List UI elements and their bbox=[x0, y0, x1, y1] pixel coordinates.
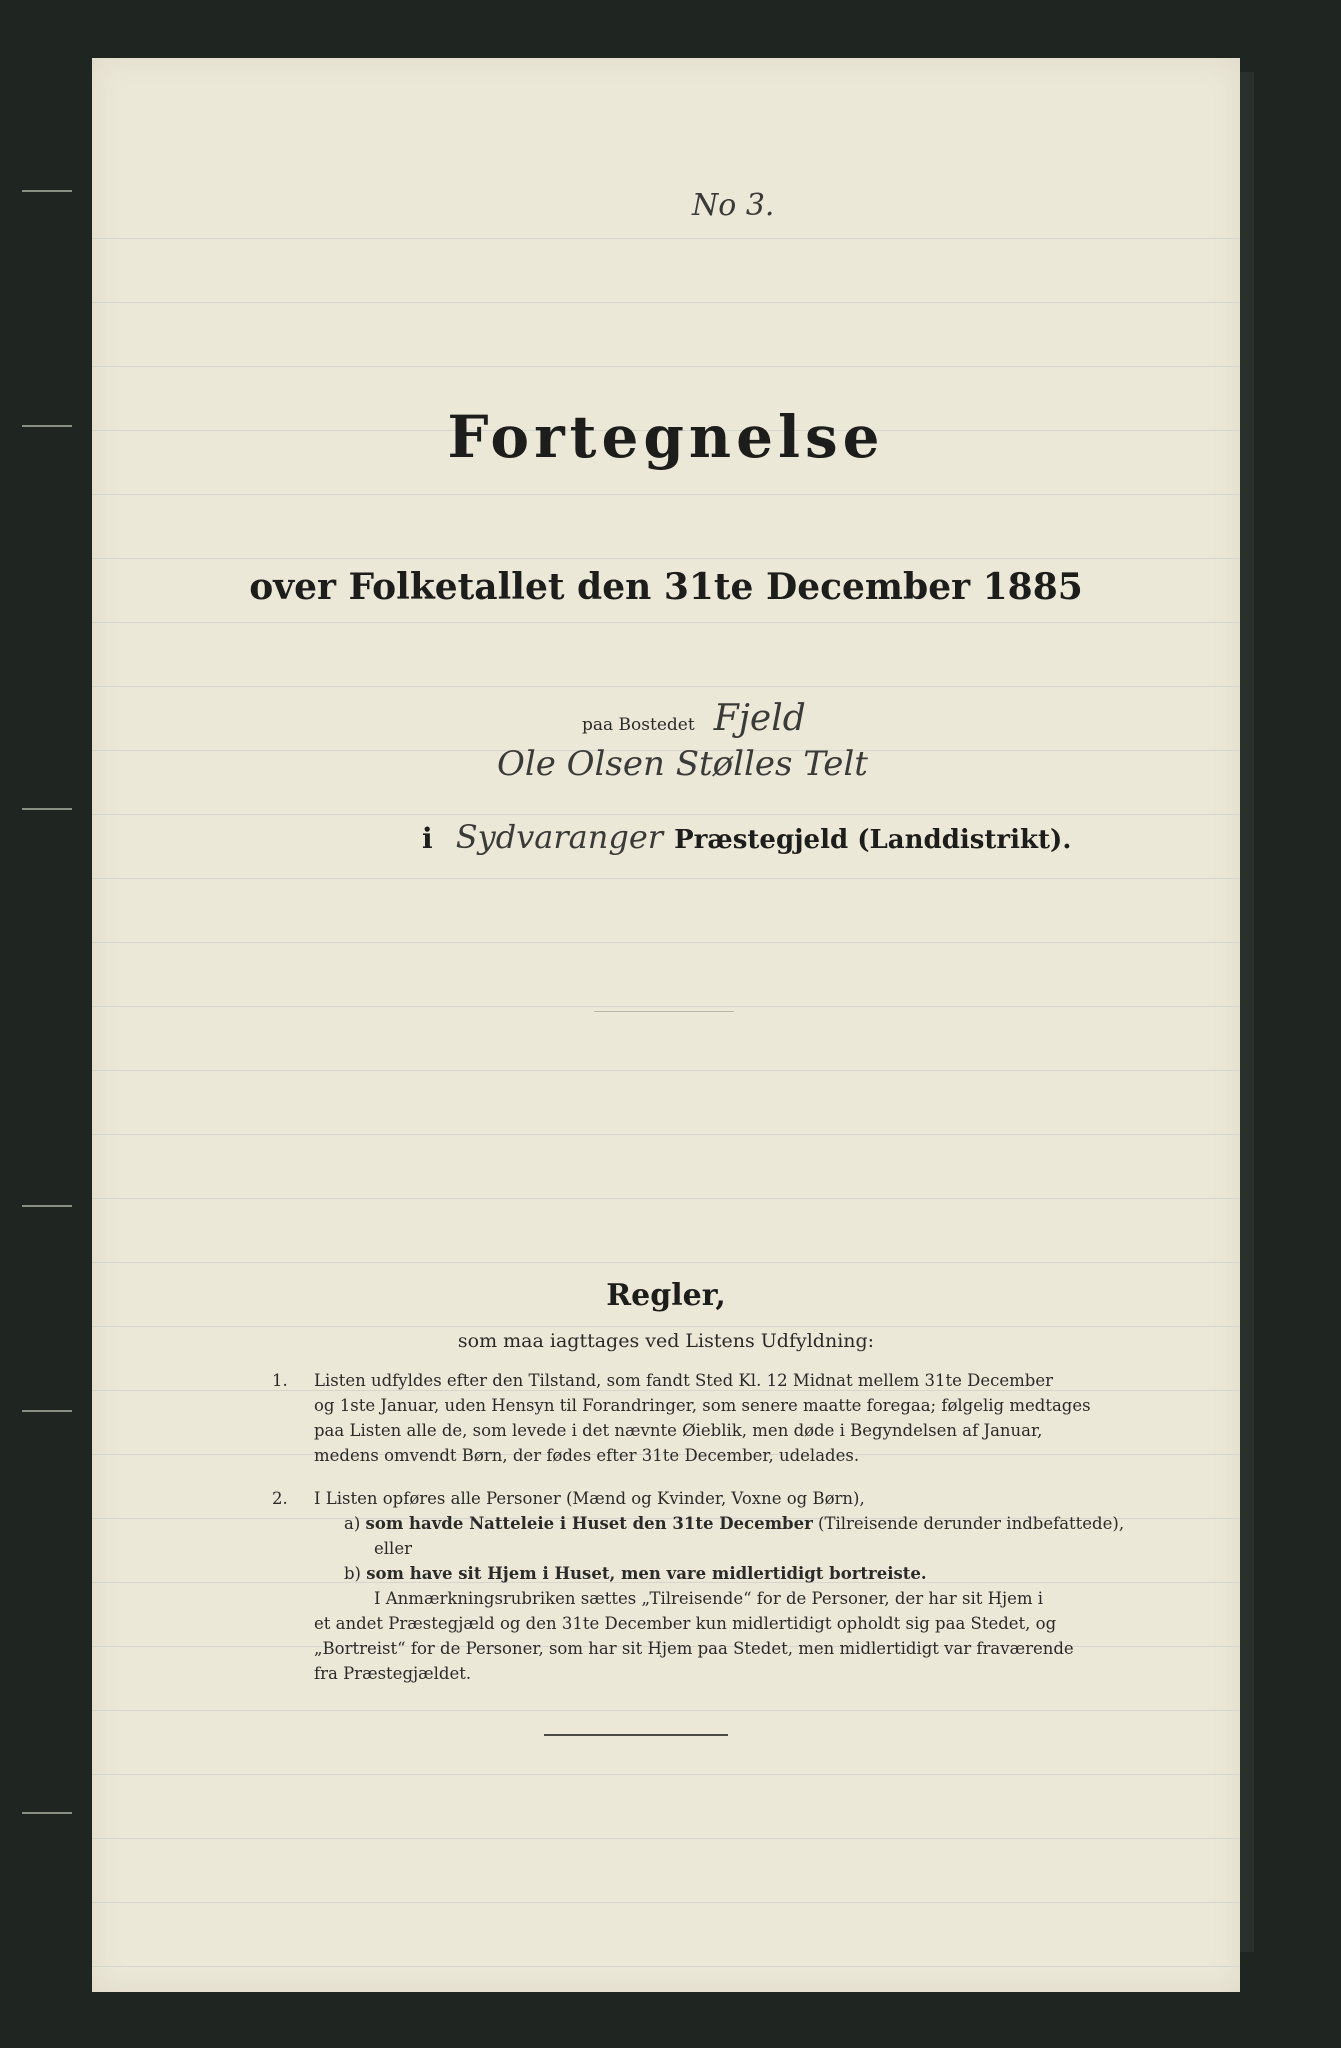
residence-label: paa Bostedet bbox=[582, 715, 695, 735]
rule-line: I Listen opføres alle Personer (Mænd og Kvinder, Voxne og Børn), bbox=[314, 1489, 865, 1508]
subitem-label: a) bbox=[344, 1514, 361, 1533]
rule-number: 2. bbox=[272, 1489, 288, 1508]
bleed-through-line bbox=[92, 878, 1240, 879]
rule-note-line: et andet Præstegjæld og den 31te December kun midlertidigt opholdt sig paa Stedet, og bbox=[314, 1614, 1057, 1633]
residence-value: Fjeld bbox=[713, 698, 806, 739]
parish-prefix: i bbox=[422, 822, 433, 855]
rules-body bbox=[272, 1368, 1152, 1704]
subitem-bold: som havde Natteleie i Huset den 31te December bbox=[365, 1514, 813, 1533]
form-subtitle: over Folketallet den 31te December 1885 bbox=[249, 566, 1083, 608]
bleed-through-line bbox=[92, 1326, 1240, 1327]
bleed-through-line bbox=[92, 622, 1240, 623]
bleed-through-line bbox=[92, 686, 1240, 687]
bleed-through-line bbox=[92, 1710, 1240, 1711]
scan-tick bbox=[22, 190, 72, 192]
rule-text bbox=[314, 1368, 1152, 1468]
rule-number: 1. bbox=[272, 1371, 288, 1390]
rule-item-1 bbox=[272, 1368, 1152, 1468]
subitem-label: b) bbox=[344, 1564, 361, 1583]
bleed-through-line bbox=[92, 1966, 1240, 1967]
bleed-through-line bbox=[92, 366, 1240, 367]
bleed-through-line bbox=[92, 1838, 1240, 1839]
scan-tick bbox=[22, 1205, 72, 1207]
rule-note-line: fra Præstegjældet. bbox=[314, 1664, 472, 1683]
rules-title: Regler, bbox=[606, 1278, 726, 1313]
bleed-through-line bbox=[92, 814, 1240, 815]
bleed-through-line bbox=[92, 1262, 1240, 1263]
scan-tick bbox=[22, 808, 72, 810]
rule-text bbox=[314, 1486, 1152, 1686]
form-title: Fortegnelse bbox=[447, 403, 885, 471]
bleed-through-line bbox=[92, 1902, 1240, 1903]
scan-tick bbox=[22, 1812, 72, 1814]
parish-name: Sydvaranger bbox=[455, 818, 664, 856]
parish-row bbox=[422, 818, 1071, 856]
bleed-through-line bbox=[92, 238, 1240, 239]
rule-note-line: I Anmærkningsrubriken sættes „Tilreisende“ for de Personer, der har sit Hjem i bbox=[374, 1589, 1044, 1608]
bleed-through-line bbox=[92, 494, 1240, 495]
rule-note-line: „Bortreist“ for de Personer, som har sit Hjem paa Stedet, men midlertidigt var fraværende bbox=[314, 1639, 1074, 1658]
subitem-rest: (Tilreisende derunder indbefattede), bbox=[818, 1514, 1125, 1533]
residence-row bbox=[582, 698, 806, 739]
bottom-divider bbox=[544, 1734, 728, 1736]
subitem-bold: som have sit Hjem i Huset, men vare midlertidigt bortreiste. bbox=[366, 1564, 927, 1583]
document-number: No 3. bbox=[692, 188, 775, 223]
parish-suffix: Præstegjeld (Landdistrikt). bbox=[674, 825, 1072, 855]
bleed-through-line bbox=[92, 302, 1240, 303]
bleed-through-line bbox=[92, 1198, 1240, 1199]
rule-line: medens omvendt Børn, der fødes efter 31te December, udelades. bbox=[314, 1446, 860, 1465]
bleed-through-line bbox=[92, 558, 1240, 559]
rule-subitem-b bbox=[314, 1561, 1152, 1586]
bleed-through-line bbox=[92, 1006, 1240, 1007]
paper-edge-shadow bbox=[1240, 72, 1254, 1952]
rule-line: Listen udfyldes efter den Tilstand, som fandt Sted Kl. 12 Midnat mellem 31te December bbox=[314, 1371, 1054, 1390]
bleed-through-line bbox=[92, 1070, 1240, 1071]
rule-subitem-a bbox=[314, 1511, 1152, 1536]
bleed-through-line bbox=[92, 1134, 1240, 1135]
rule-item-2 bbox=[272, 1486, 1152, 1686]
scan-tick bbox=[22, 425, 72, 427]
residence-value-line2: Ole Olsen Stølles Telt bbox=[497, 744, 868, 784]
bleed-through-line bbox=[92, 1774, 1240, 1775]
scan-tick bbox=[22, 1410, 72, 1412]
rule-line: paa Listen alle de, som levede i det nævnte Øieblik, men døde i Begyndelsen af Januar, bbox=[314, 1421, 1043, 1440]
rules-subtitle: som maa iagttages ved Listens Udfyldning: bbox=[457, 1330, 875, 1352]
divider bbox=[594, 1011, 734, 1012]
bleed-through-line bbox=[92, 942, 1240, 943]
census-form-page bbox=[92, 58, 1240, 1992]
rule-eller: eller bbox=[374, 1539, 412, 1558]
rule-line: og 1ste Januar, uden Hensyn til Forandringer, som senere maatte foregaa; følgelig medtages bbox=[314, 1396, 1091, 1415]
